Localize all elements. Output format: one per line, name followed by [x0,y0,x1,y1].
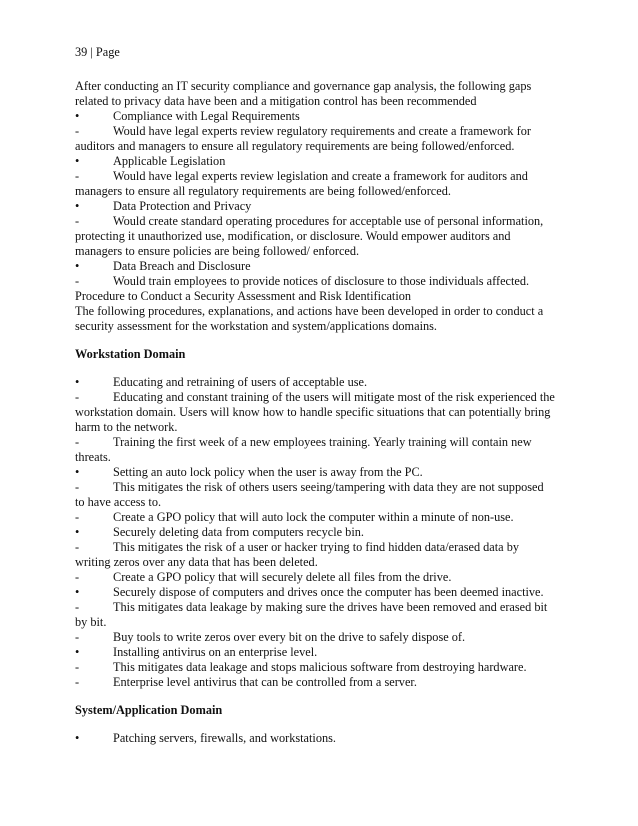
continuation-line: by bit. [75,615,107,629]
gap-analysis-list [75,109,565,334]
bullet-marker: • [75,259,80,273]
item-text: Training the first week of a new employees training. Yearly training will contain new [113,435,532,449]
dash-marker: - [75,214,80,228]
dash-marker: - [75,540,80,554]
continuation-line: workstation domain. Users will know how to handle specific situations that can potentially bring [75,405,551,419]
intro-line: related to privacy data have been and a mitigation control has been recommended [75,94,477,108]
bullet-marker: • [75,109,80,123]
bullet-item [75,525,565,540]
item-text: Educating and constant training of the users will mitigate most of the risk experienced the [113,390,555,404]
system-application-domain-heading: System/Application Domain [75,703,223,717]
bullet-item [75,645,565,660]
continuation-line: threats. [75,450,111,464]
dash-item [75,600,565,615]
continuation-line: security assessment for the workstation and system/applications domains. [75,319,438,333]
bullet-item [75,259,565,274]
bullet-marker: • [75,199,80,213]
bullet-marker: • [75,585,80,599]
dash-marker: - [75,510,80,524]
document-body [75,79,565,746]
item-text: Create a GPO policy that will securely delete all files from the drive. [113,570,452,584]
bullet-item [75,154,565,169]
continuation-line: The following procedures, explanations, and actions have been developed in order to conduct a [75,304,544,318]
workstation-domain-list [75,375,565,690]
dash-item [75,480,565,495]
dash-marker: - [75,390,80,404]
dash-marker: - [75,274,80,288]
dash-item [75,660,565,675]
item-text: Would have legal experts review legislation and create a framework for auditors and [113,169,528,183]
continuation-line: Procedure to Conduct a Security Assessment and Risk Identification [75,289,412,303]
dash-item [75,435,565,450]
workstation-domain-heading: Workstation Domain [75,347,186,361]
item-text: Enterprise level antivirus that can be controlled from a server. [113,675,417,689]
dash-marker: - [75,169,80,183]
item-text: This mitigates data leakage and stops malicious software from destroying hardware. [113,660,527,674]
dash-marker: - [75,570,80,584]
bullet-item [75,199,565,214]
item-text: Setting an auto lock policy when the user is away from the PC. [113,465,423,479]
item-text: This mitigates the risk of others users seeing/tampering with data they are not supposed [113,480,544,494]
item-text: Installing antivirus on an enterprise level. [113,645,318,659]
dash-item [75,540,565,555]
item-text: Would create standard operating procedures for acceptable use of personal information, [113,214,544,228]
continuation-line: writing zeros over any data that has been deleted. [75,555,318,569]
bullet-item [75,465,565,480]
dash-item [75,274,565,289]
continuation-line: auditors and managers to ensure all regulatory requirements are being followed/enforced. [75,139,515,153]
item-text: This mitigates data leakage by making sure the drives have been removed and erased bit [113,600,548,614]
dash-item [75,390,565,405]
item-text: Buy tools to write zeros over every bit on the drive to safely dispose of. [113,630,466,644]
item-text: Create a GPO policy that will auto lock the computer within a minute of non-use. [113,510,514,524]
dash-marker: - [75,600,80,614]
bullet-item [75,375,565,390]
item-text: Applicable Legislation [113,154,226,168]
item-text: Securely dispose of computers and drives once the computer has been deemed inactive. [113,585,544,599]
dash-marker: - [75,630,80,644]
bullet-marker: • [75,525,80,539]
bullet-marker: • [75,645,80,659]
continuation-line: protecting it unauthorized use, modification, or disclosure. Would empower auditors and [75,229,511,243]
item-text: Would train employees to provide notices of disclosure to those individuals affected. [113,274,530,288]
bullet-item [75,585,565,600]
item-text: Compliance with Legal Requirements [113,109,300,123]
bullet-marker: • [75,465,80,479]
item-text: Data Breach and Disclosure [113,259,251,273]
bullet-item [75,109,565,124]
item-text: Data Protection and Privacy [113,199,252,213]
system-application-domain-list [75,731,565,746]
dash-item [75,570,565,585]
continuation-line: managers to ensure policies are being followed/ enforced. [75,244,360,258]
dash-marker: - [75,675,80,689]
item-text: This mitigates the risk of a user or hacker trying to find hidden data/erased data by [113,540,520,554]
dash-marker: - [75,480,80,494]
bullet-marker: • [75,731,80,745]
item-text: Would have legal experts review regulatory requirements and create a framework for [113,124,531,138]
dash-item [75,169,565,184]
dash-item [75,124,565,139]
bullet-item [75,731,565,746]
dash-marker: - [75,660,80,674]
dash-marker: - [75,124,80,138]
bullet-marker: • [75,375,80,389]
item-text: Patching servers, firewalls, and workstations. [113,731,337,745]
dash-item [75,510,565,525]
bullet-marker: • [75,154,80,168]
item-text: Securely deleting data from computers recycle bin. [113,525,364,539]
continuation-line: harm to the network. [75,420,178,434]
dash-item [75,630,565,645]
continuation-line: managers to ensure all regulatory requirements are being followed/enforced. [75,184,451,198]
dash-item [75,214,565,229]
item-text: Educating and retraining of users of acceptable use. [113,375,368,389]
dash-item [75,675,565,690]
intro-line: After conducting an IT security compliance and governance gap analysis, the following gaps [75,79,532,93]
continuation-line: to have access to. [75,495,162,509]
page-number: 39 | Page [75,45,120,59]
dash-marker: - [75,435,80,449]
